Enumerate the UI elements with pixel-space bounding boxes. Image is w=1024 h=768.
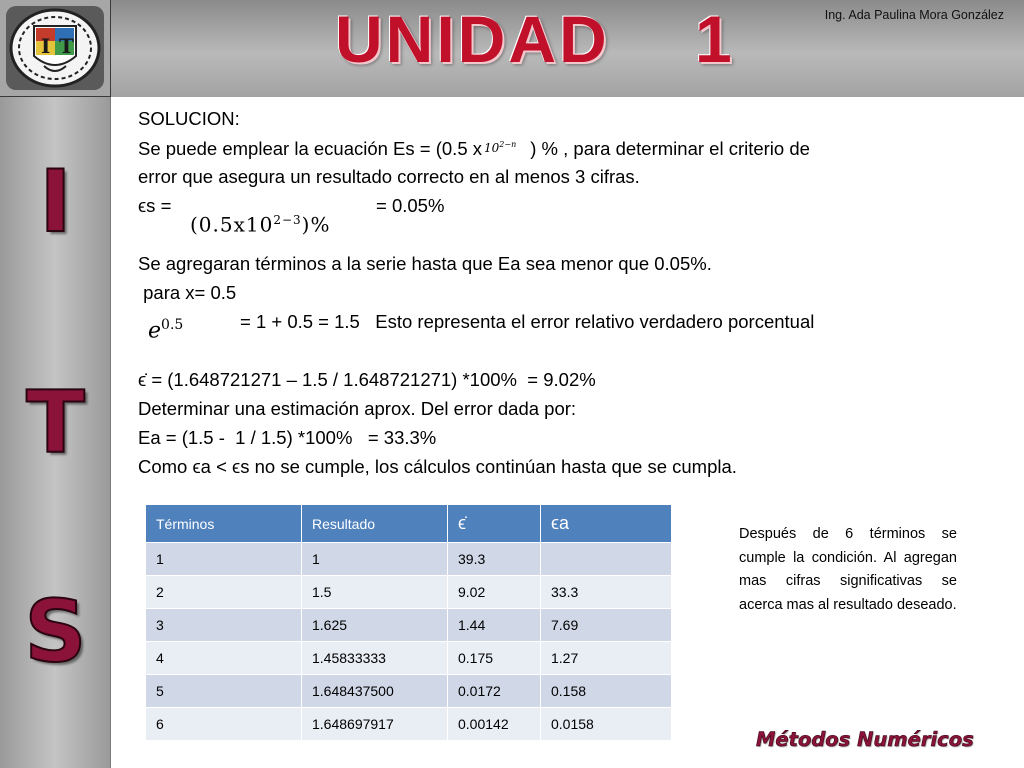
table-cell: 1.45833333: [302, 642, 448, 675]
solucion-heading: SOLUCION:: [138, 108, 240, 129]
equation-text-b: ) % , para determinar el criterio de: [530, 138, 810, 159]
table-cell: 1: [146, 543, 302, 576]
table-cell: 2: [146, 576, 302, 609]
table-cell: 39.3: [448, 543, 541, 576]
logo-letter-t: T: [59, 34, 74, 58]
table-cell: 1.5: [302, 576, 448, 609]
course-brand: Métodos Numéricos: [756, 728, 974, 751]
table-cell: 33.3: [541, 576, 672, 609]
unit-title: UNIDAD 1: [335, 2, 735, 76]
header-resultado: Resultado: [302, 505, 448, 543]
table-cell: 1.625: [302, 609, 448, 642]
table-cell: 5: [146, 675, 302, 708]
es-label: ϵs =: [138, 195, 172, 216]
table-cell: 0.0172: [448, 675, 541, 708]
table-cell: 1.648437500: [302, 675, 448, 708]
es-value: = 0.05%: [376, 195, 445, 216]
como-line: Como ϵa < ϵs no se cumple, los cálculos continúan hasta que se cumpla.: [138, 456, 737, 477]
equation-line: [138, 133, 968, 162]
spacer-line: [138, 220, 968, 249]
table-header-row: [146, 505, 672, 543]
logo-letter-i: I: [41, 34, 51, 58]
table-cell: 1.648697917: [302, 708, 448, 741]
table-cell: 9.02: [448, 576, 541, 609]
es-formula-exponent: 2−3: [273, 213, 302, 227]
sidebar-letter-i: I: [39, 152, 72, 252]
header-et: ϵ̇: [448, 505, 541, 543]
header-terminos: Términos: [146, 505, 302, 543]
table-cell: 0.158: [541, 675, 672, 708]
table-cell: 3: [146, 609, 302, 642]
table-cell: 1.44: [448, 609, 541, 642]
conclusion-note: Después de 6 términos se cumple la condición. Al agregan mas cifras significativas se acerca mas al resultado deseado.: [739, 526, 957, 613]
ex-result: = 1 + 0.5 = 1.5 Esto representa el error relativo verdadero porcentual: [240, 311, 815, 332]
determinar-line: Determinar una estimación aprox. Del error dada por:: [138, 398, 577, 419]
header-band: [0, 0, 1024, 97]
table-row: [146, 543, 672, 576]
table-cell: 1.27: [541, 642, 672, 675]
sidebar-letter-s: S: [24, 582, 87, 682]
sidebar-letter-t: T: [26, 373, 85, 473]
table-cell: 7.69: [541, 609, 672, 642]
et-line: ϵ̇ = (1.648721271 – 1.5 / 1.648721271) *100% = 9.02%: [138, 369, 596, 390]
header-ea: ϵa: [541, 505, 672, 543]
table-cell: 4: [146, 642, 302, 675]
table-cell: [541, 543, 672, 576]
criterion-line: error que asegura un resultado correcto en al menos 3 cifras.: [138, 166, 640, 187]
ex-base: e: [148, 318, 162, 344]
table-cell: 1: [302, 543, 448, 576]
table-cell: 0.0158: [541, 708, 672, 741]
es-formula-a: (0.5x10: [190, 212, 274, 237]
logo-box: [0, 0, 111, 97]
ea-line: Ea = (1.5 - 1 / 1.5) *100% = 33.3%: [138, 427, 437, 448]
tolerance-exponent: 2−n: [499, 140, 517, 149]
es-line: [138, 191, 968, 237]
table-cell: 0.00142: [448, 708, 541, 741]
ex-line: [138, 307, 968, 344]
es-formula-b: )%: [301, 212, 331, 237]
blank-line: [138, 336, 968, 365]
terms-line: Se agregaran términos a la serie hasta que Ea sea menor que 0.05%.: [138, 253, 712, 274]
table-row: [146, 708, 672, 741]
ex-exponent: 0.5: [161, 317, 184, 333]
equation-text-a: Se puede emplear la ecuación Es = (0.5 x: [138, 138, 483, 159]
sidebar: [0, 97, 111, 768]
iterations-table: [145, 504, 672, 741]
author-name: Ing. Ada Paulina Mora González: [824, 8, 1004, 22]
table-row: [146, 642, 672, 675]
institute-logo-icon: [4, 4, 106, 92]
table-row: [146, 675, 672, 708]
para-x-line: para x= 0.5: [138, 282, 237, 303]
table-cell: 6: [146, 708, 302, 741]
table-cell: 0.175: [448, 642, 541, 675]
solution-text: [138, 104, 968, 481]
tolerance-formula: [484, 141, 516, 155]
table-row: [146, 609, 672, 642]
tolerance-base: 10: [484, 141, 500, 155]
table-row: [146, 576, 672, 609]
